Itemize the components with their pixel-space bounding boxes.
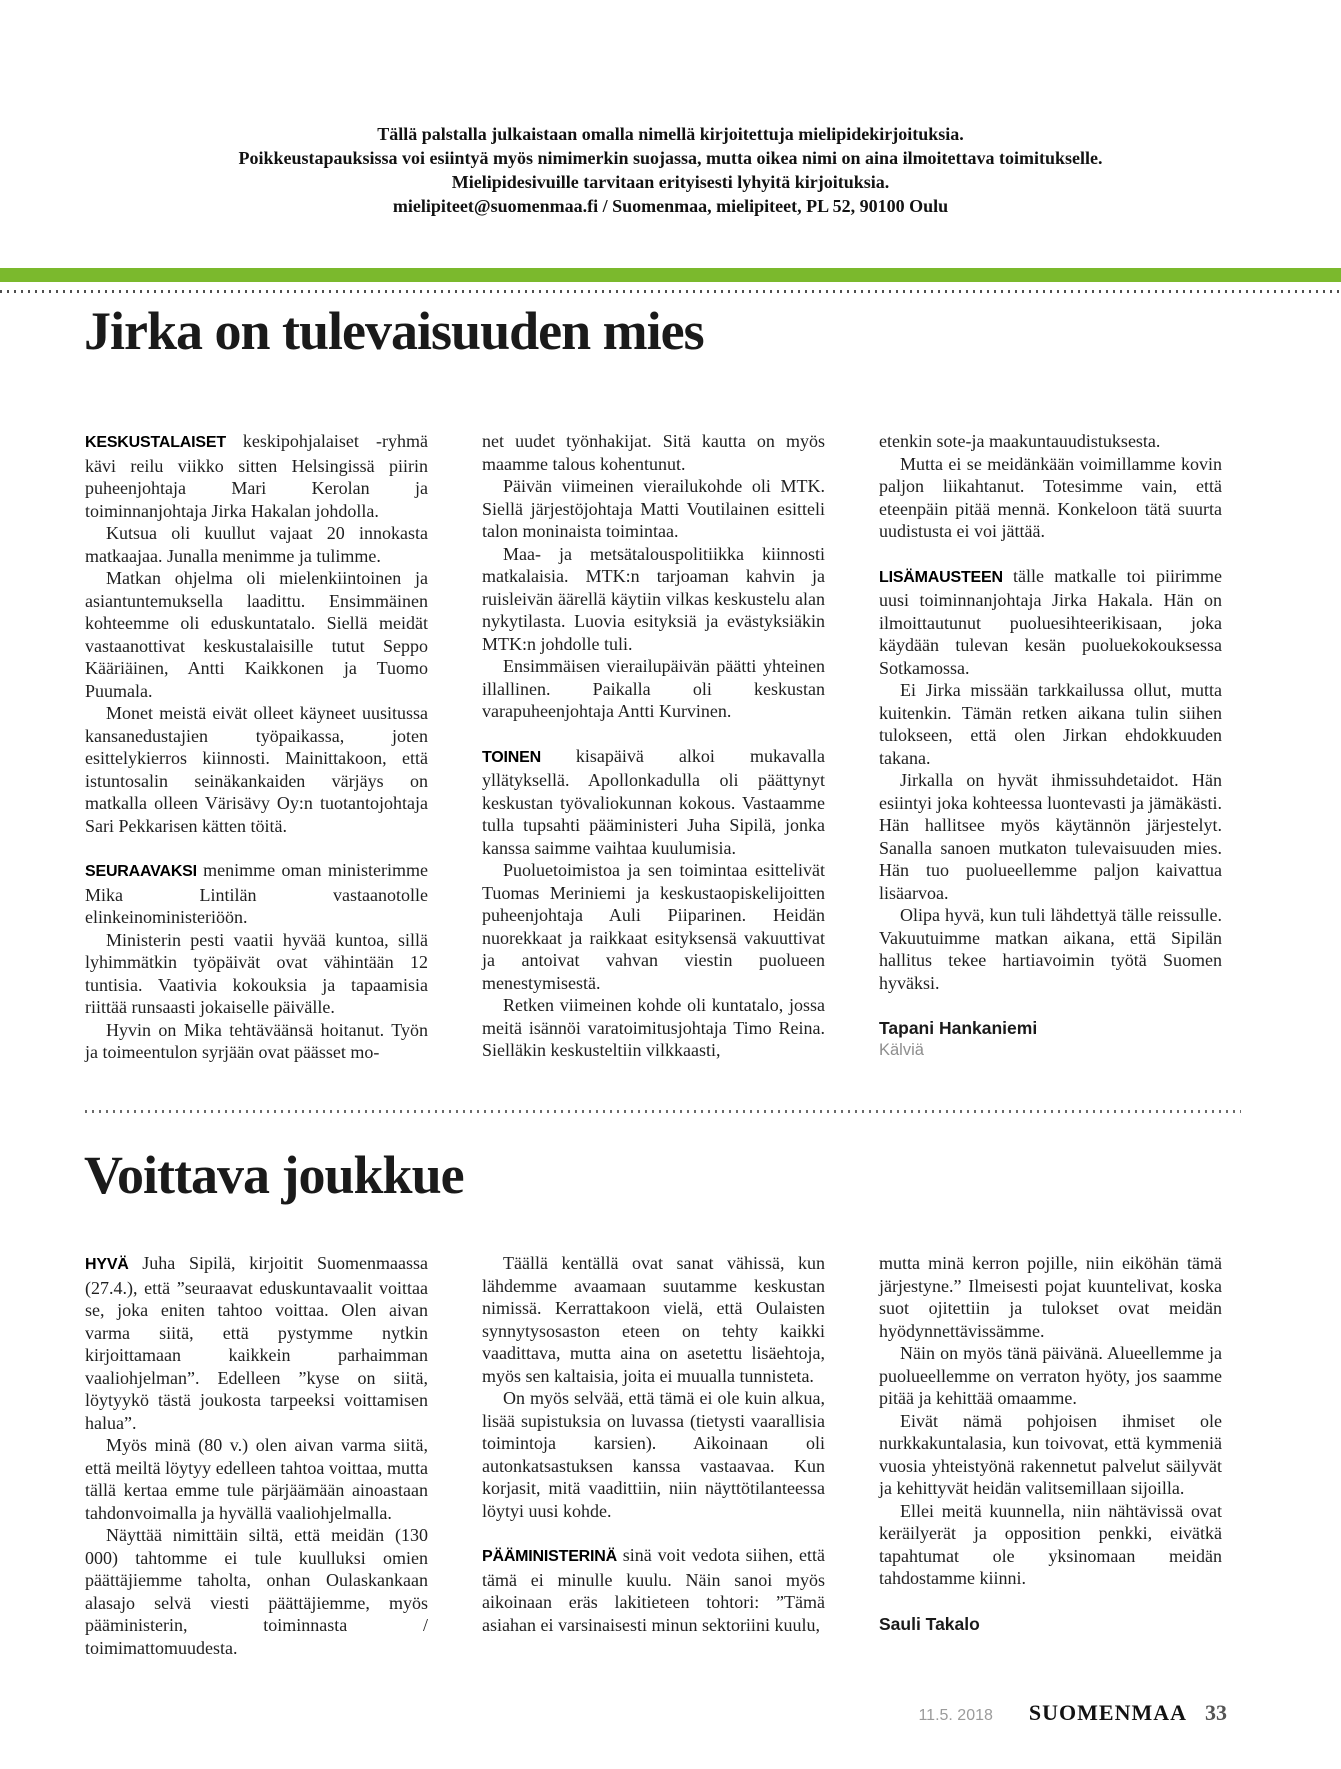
paragraph: TOINEN kisapäivä alkoi mukavalla yllätyksellä. Apollonkadulla oli päättynyt keskustan työvaliokunnan kokous. Vastaamme tulla tupsahti pääministeri Juha Sipilä, jonka kanssa saimme vaihtaa kuulumisia. — [482, 745, 826, 858]
paragraph: Näyttää nimittäin siltä, että meidän (130 000) tahtomme ei tule kuulluksi omien päättäjiemme taholta, onhan Oulaskankaan alasajo selvä viesti päättäjiemme, myös pääministerin, toiminnasta / toimimattomuudesta. — [85, 1525, 428, 1658]
footer-brand: SUOMENMAA — [1028, 1700, 1187, 1725]
paragraph: etenkin sote-ja maakuntauudistuksesta. — [879, 431, 1161, 451]
paragraph: LISÄMAUSTEEN tälle matkalle toi piirimme uusi toiminnanjohtaja Jirka Hakala. Hän on ilmoittautunut puoluesihteerikisaan, joka käydään tulevan kesän puoluekokouksessa Sotkamossa. — [879, 565, 1222, 678]
paragraph: net uudet työnhakijat. Sitä kautta on myös maamme talous kohentunut. — [482, 431, 825, 474]
policy-line: Mielipidesivuille tarvitaan erityisesti lyhyitä kirjoituksia. — [451, 172, 890, 192]
article-title: Voittava joukkue — [84, 1145, 464, 1205]
author-name: Tapani Hankaniemi — [879, 1018, 1038, 1038]
page-footer — [918, 1700, 1227, 1726]
paragraph: Monet meistä eivät olleet käyneet uusitussa kansanedustajien työpaikassa, joten esittelykierros kiinnosti. Mainittakoon, että istuntosalin seinäkankaiden värjäys on matkalla olleen Värisävy Oy:n tuotantojohtaja Sari Pekkarisen kätten töitä. — [85, 703, 428, 836]
author-name: Sauli Takalo — [879, 1613, 980, 1634]
paragraph: Retken viimeinen kohde oli kuntatalo, jossa meitä isännöi varatoimitusjohtaja Timo Reina. Sielläkin keskusteltiin vilkkaasti, — [482, 995, 825, 1060]
paragraph: Mutta ei se meidänkään voimillamme kovin paljon liikahtanut. Totesimme vain, että eteenpäin pitää mennä. Konkeloon tätä suurta uudistusta ei voi jättää. — [879, 453, 1222, 541]
green-rule — [0, 268, 1341, 282]
text-column-3 — [879, 1252, 1222, 1659]
paragraph: Olipa hyvä, kun tuli lähdettyä tälle reissulle. Vakuutuimme matkan aikana, että Sipilän hallitus tekee hartiavoimin työtä Suomen hyväksi. — [879, 905, 1222, 993]
opinion-policy-header — [0, 122, 1341, 218]
article-columns — [85, 1252, 1222, 1659]
paragraph: KESKUSTALAISET keskipohjalaiset -ryhmä kävi reilu viikko sitten Helsingissä piirin puheenjohtaja Mari Kerolan ja toiminnanjohtaja Jirka Hakalan johdolla. — [85, 431, 428, 521]
paragraph: Jirkalla on hyvät ihmissuhdetaidot. Hän esiintyi joka kohteessa luontevasti ja jämäkästi. Hän hallitsee myös käytännön järjestelyt. Sanalla sanoen mutkaton tulevaisuuden mies. Hän tuo puolueellemme paljon kaivattua lisäarvoa. — [879, 770, 1222, 903]
paragraph: Ei Jirka missään tarkkailussa ollut, mutta kuitenkin. Tämän retken aikana tulin siihen tulokseen, että olen Jirkan ehdokkuuden takana. — [879, 680, 1222, 768]
lead-word: SEURAAVAKSI — [85, 863, 204, 880]
paragraph: Eivät nämä pohjoisen ihmiset ole nurkkakuntalasia, kun toivovat, että kymmeniä vuosia yhteistyönä rakennetut palvelut säilyvät ja kehittyvät heidän valitsemillaan sijoilla. — [879, 1410, 1222, 1498]
paragraph: mutta minä kerron pojille, niin eiköhän tämä järjestyne.” Ilmeisesti pojat kuuntelivat, koska suot ojitettiin ja tulokset ovat meidän hyödynnettävissämme. — [879, 1253, 1222, 1341]
paragraph: Ensimmäisen vierailupäivän päätti yhteinen illallinen. Paikalla oli keskustan varapuheenjohtaja Antti Kurvinen. — [482, 656, 825, 721]
text-column-3 — [879, 430, 1222, 1064]
paragraph: Puoluetoimistoa ja sen toimintaa esittelivät Tuomas Meriniemi ja keskustaopiskelijoitten puheenjohtaja Auli Piiparinen. Heidän nuorekkaat ja raikkaat esityksensä vakuuttivat ja antoivat vahvan viestin puolueen menestymisestä. — [482, 860, 825, 993]
lead-word: TOINEN — [482, 748, 576, 766]
paragraph: Päivän viimeinen vierailukohde oli MTK. Siellä järjestöjohtaja Matti Voutilainen esitteli talon moninaista toimintaa. — [482, 476, 825, 541]
article-columns — [85, 430, 1222, 1064]
text-column-1 — [85, 1252, 428, 1659]
contact-line: mielipiteet@suomenmaa.fi / Suomenmaa, mielipiteet, PL 52, 90100 Oulu — [392, 196, 949, 216]
footer-page-number: 33 — [1205, 1700, 1227, 1725]
lead-word: HYVÄ — [85, 1256, 143, 1273]
paragraph: Matkan ohjelma oli mielenkiintoinen ja asiantuntemuksella laadittu. Ensimmäinen kohteemme oli eduskuntatalo. Siellä meidät vastaanottivat keskustalaisille tutut Seppo Kääriäinen, Antti Kaikkonen ja Tuomo Puumala. — [85, 568, 428, 701]
paragraph: On myös selvää, että tämä ei ole kuin alkua, lisää supistuksia on luvassa (tietysti vaarallisia toimintoja karsien). Aikoinaan oli autonkatsastuksen kanssa vastaavaa. Kun korjasit, mitä vaadittiin, niin näyttötilanteessa löytyi uusi kohde. — [482, 1388, 825, 1521]
policy-line: Tällä palstalla julkaistaan omalla nimellä kirjoitettuja mielipidekirjoituksia. — [377, 124, 964, 144]
paragraph: Näin on myös tänä päivänä. Alueellemme ja puolueellemme on verraton hyöty, jos saamme pitää ja kehittää omaamme. — [879, 1343, 1222, 1408]
footer-date: 11.5. 2018 — [918, 1707, 993, 1724]
author-location: Kälviä — [879, 1041, 924, 1059]
text-column-2 — [482, 430, 825, 1064]
lead-word: PÄÄMINISTERINÄ — [482, 1548, 623, 1565]
paragraph: Kutsua oli kuullut vajaat 20 innokasta matkaajaa. Junalla menimme ja tulimme. — [85, 523, 428, 566]
dotted-divider — [85, 1110, 1241, 1113]
paragraph: Hyvin on Mika tehtäväänsä hoitanut. Työn ja toimeentulon syrjään ovat päässet mo- — [85, 1019, 428, 1062]
paragraph: Ministerin pesti vaatii hyvää kuntoa, sillä lyhimmätkin työpäivät ovat vähintään 12 tuntisia. Vaativia kokouksia ja tapaamisia riittää runsaasti jokaiselle päivälle. — [85, 929, 428, 1017]
text-column-1 — [85, 430, 428, 1064]
paragraph: Maa- ja metsätalouspolitiikka kiinnosti matkalaisia. MTK:n tarjoaman kahvin ja ruisleivän äärellä käytiin vilkas keskustelu alan nykytilasta. Luovia esityksiä ja evästyksiäkin MTK:n johdolle tuli. — [482, 543, 825, 654]
paragraph: Ellei meitä kuunnella, niin nähtävissä ovat keräilyerät ja opposition penkki, eivätkä tapahtumat ole yksinomaan meidän tahdostamme kiinni. — [879, 1500, 1222, 1588]
lead-word: LISÄMAUSTEEN — [879, 568, 1013, 586]
paragraph: Myös minä (80 v.) olen aivan varma siitä, että meiltä löytyy edelleen tahtoa voittaa, mutta tällä kertaa emme tule pärjäämään ainoastaan tahdonvoimalla ja hyvällä vaaliohjelmalla. — [85, 1435, 428, 1523]
paragraph: SEURAAVAKSI menimme oman ministerimme Mika Lintilän vastaanotolle elinkeinoministeriöön. — [85, 860, 428, 927]
article-title: Jirka on tulevaisuuden mies — [84, 301, 704, 361]
dotted-rule-top — [0, 290, 1341, 293]
paragraph: PÄÄMINISTERINÄ sinä voit vedota siihen, että tämä ei minulle kuulu. Näin sanoi myös aikoinaan eräs lakitieteen tohtori: ”Tämä asiahan ei varsinaisesti minun sektoriini kuulu, — [482, 1545, 826, 1635]
lead-word: KESKUSTALAISET — [85, 434, 243, 451]
policy-line: Poikkeustapauksissa voi esiintyä myös nimimerkin suojassa, mutta oikea nimi on aina ilmoitettava toimitukselle. — [238, 148, 1103, 168]
paragraph: HYVÄ Juha Sipilä, kirjoitit Suomenmaassa (27.4.), että ”seuraavat eduskuntavaalit voittaa se, joka eniten tahtoo voittaa. Olen aivan varma siitä, että pystymme nytkin kirjoittamaan kaikkein parhaimman vaaliohjelman”. Edelleen ”kyse on siitä, löytyykö tästä joukosta tarpeeksi voittamisen halua”. — [85, 1253, 428, 1433]
paragraph: Täällä kentällä ovat sanat vähissä, kun lähdemme avaamaan suutamme keskustan nimissä. Kerrattakoon vielä, että Oulaisten synnytysosaston eteen on tehty kaikki vaadittava, mutta aina on asetettu lisäehtoja, myös sen kaltaisia, joita ei muualla tunnisteta. — [482, 1253, 825, 1386]
text-column-2 — [482, 1252, 825, 1659]
